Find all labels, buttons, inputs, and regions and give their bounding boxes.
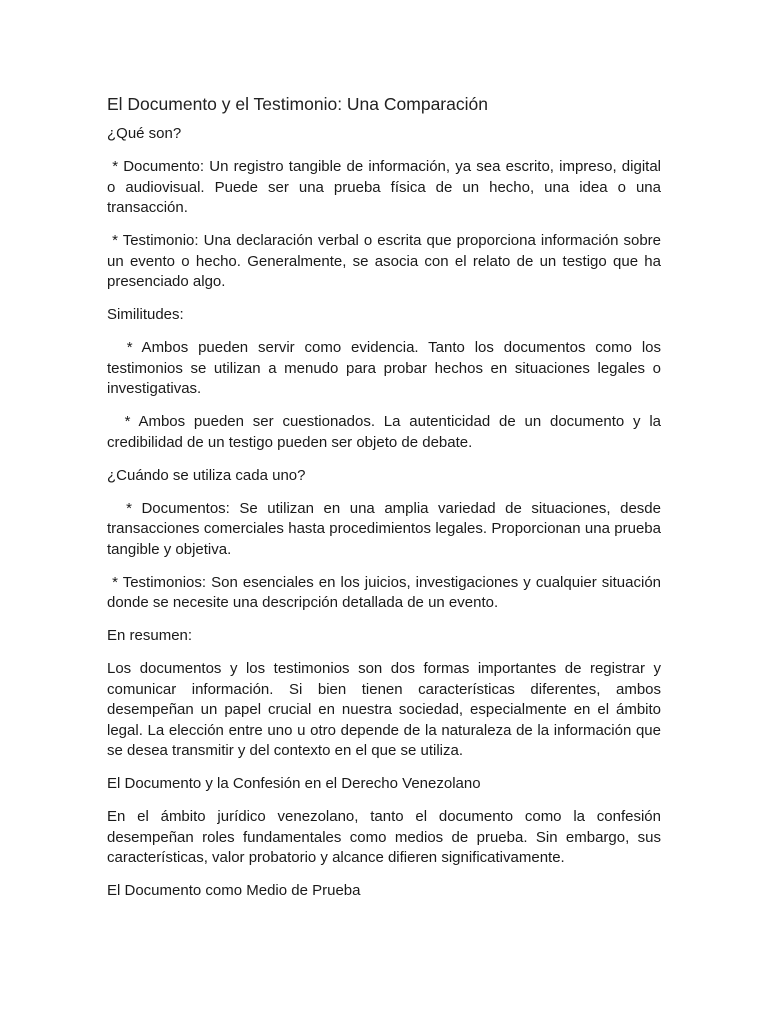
paragraph-testimonio-definicion: * Testimonio: Una declaración verbal o escrita que proporciona información sobre un evento o hecho. Generalmente, se asocia con el relato de un testigo que ha presenciado algo. — [107, 232, 666, 290]
heading-que-son: ¿Qué son? — [107, 125, 182, 142]
document-title: El Documento y el Testimonio: Una Comparación — [107, 94, 488, 114]
heading-similitudes: Similitudes: — [107, 306, 184, 323]
paragraph-uso-documentos: * Documentos: Se utilizan en una amplia variedad de situaciones, desde transacciones comerciales hasta procedimientos legales. Proporcionan una prueba tangible y objetiva. — [107, 499, 666, 558]
paragraph-similitud-cuestionados: * Ambos pueden ser cuestionados. La autenticidad de un documento y la credibilidad de un testigo pueden ser objeto de debate. — [107, 413, 666, 451]
paragraph-uso-testimonios: * Testimonios: Son esenciales en los juicios, investigaciones y cualquier situación donde se necesite una descripción detallada de un evento. — [107, 573, 666, 611]
paragraph-ambito-juridico: En el ámbito jurídico venezolano, tanto el documento como la confesión desempeñan roles fundamentales como medios de prueba. Sin embargo, sus características, valor probatorio y alcance difieren significativamente. — [107, 808, 666, 866]
paragraph-resumen: Los documentos y los testimonios son dos formas importantes de registrar y comunicar información. Si bien tienen características diferentes, ambos desempeñan un papel crucial en nuestra sociedad, especialmente en el ámbito legal. La elección entre uno u otro depende de la naturaleza de la información que se desea transmitir y del contexto en el que se utiliza. — [107, 660, 666, 759]
heading-cuando-se-utiliza: ¿Cuándo se utiliza cada uno? — [107, 466, 306, 484]
paragraph-similitud-evidencia: * Ambos pueden servir como evidencia. Tanto los documentos como los testimonios se utilizan a menudo para probar hechos en situaciones legales o investigativas. — [107, 339, 666, 397]
heading-documento-medio-prueba: El Documento como Medio de Prueba — [107, 882, 361, 899]
paragraph-documento-definicion: * Documento: Un registro tangible de información, ya sea escrito, impreso, digital o audiovisual. Puede ser una prueba física de un hecho, una idea o una transacción. — [107, 158, 666, 216]
heading-documento-confesion: El Documento y la Confesión en el Derecho Venezolano — [107, 775, 481, 792]
heading-en-resumen: En resumen: — [107, 627, 193, 644]
